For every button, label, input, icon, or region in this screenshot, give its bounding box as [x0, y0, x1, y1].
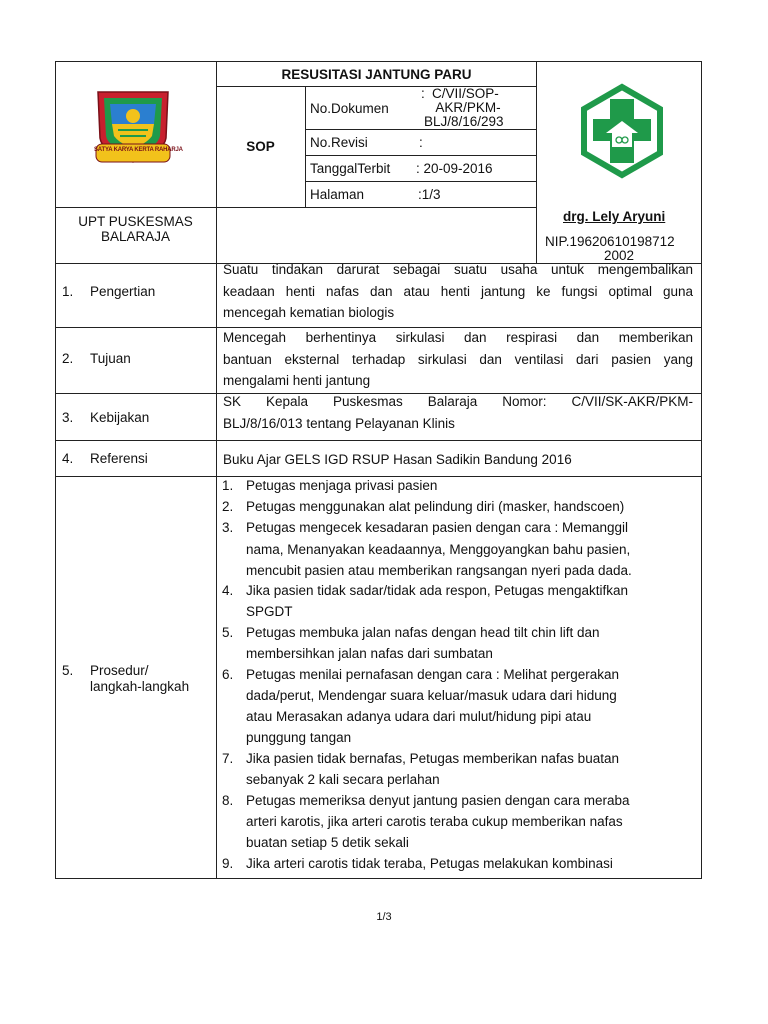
section-3-number: 3.: [62, 410, 74, 425]
section-3-line: BLJ/8/16/013 tentang Pelayanan Klinis: [223, 415, 455, 431]
section-1-number: 1.: [62, 284, 74, 299]
dokumen-value-2: AKR/PKM-: [435, 100, 501, 115]
tanggal-value: : 20-09-2016: [416, 161, 493, 176]
signer-name: drg. Lely Aryuni: [563, 209, 666, 224]
page-number: 1/3: [376, 911, 392, 923]
section-2-line: Mencegah berhentinya sirkulasi dan respirasi dan memberikan: [223, 330, 693, 345]
section-2-text: [223, 327, 693, 392]
section-4-text: [223, 449, 693, 471]
regency-logo: [90, 86, 183, 176]
revisi-label: No.Revisi: [310, 135, 368, 150]
org-name-line2: BALARAJA: [100, 229, 171, 244]
tanggal-label: TanggalTerbit: [310, 161, 391, 176]
section-1-label: Pengertian: [90, 284, 156, 299]
sop-label: SOP: [246, 139, 275, 154]
procedure-list: 1. Petugas menjaga privasi pasien 2. Petugas menggunakan alat pelindung diri (masker, handscoen) 3. Petugas mengecek kesadaran pasien dengan cara : Memanggil nama, Menanyakan keadaannya, Menggoyangkan bahu pasien, mencubit pasien atau memberikan rangsangan nyeri pada dada. 4. Jika pasien tidak sadar/tidak ada respon, Petugas mengaktifkan SPGDT 5. Petugas membuka jalan nafas dengan head tilt chin lift dan membersihkan jalan nafas dari sumbatan 6. Petugas menilai pernafasan dengan cara : Melihat pergerakan dada/perut, Mendengar suara keluar/masuk udara dari hidung atau Merasakan adanya udara dari mulut/hidung pipi atau punggung tangan 7. Jika pasien tidak bernafas, Petugas memberikan nafas buatan sebanyak 2 kali secara perlahan 8. Petugas memeriksa denyut jantung pasien dengan cara meraba arteri karotis, jika arteri carotis teraba cukup memberikan nafas buatan setiap 5 detik sekali 9. Jika arteri carotis tidak teraba, Petugas melakukan kombinasi: [222, 478, 632, 871]
section-5-number: 5.: [62, 663, 74, 678]
section-2-line: mengalami henti jantung: [223, 373, 371, 388]
halaman-value: :1/3: [418, 187, 441, 202]
dokumen-value-1: C/VII/SOP-: [432, 86, 499, 101]
dokumen-colon: :: [421, 86, 425, 101]
section-5-label-line1: Prosedur/: [90, 663, 149, 678]
signer-nip-line2: 2002: [603, 248, 635, 263]
dokumen-label: No.Dokumen: [310, 101, 389, 116]
section-2-number: 2.: [62, 351, 74, 366]
section-1-text: [223, 259, 693, 324]
halaman-label: Halaman: [310, 187, 365, 202]
section-1-line: Suatu tindakan darurat sebagai suatu usaha untuk mengembalikan: [223, 262, 693, 277]
section-2-label: Tujuan: [90, 351, 131, 366]
revisi-value: :: [419, 135, 423, 150]
section-5-label-line2: langkah-langkah: [90, 679, 190, 694]
section-3-line: SK Kepala Puskesmas Balaraja Nomor: C/VII/SK-AKR/PKM-: [223, 394, 693, 409]
puskesmas-logo: [580, 83, 664, 179]
section-3-label: Kebijakan: [90, 410, 150, 425]
section-1-line: keadaan henti nafas dan atau henti jantung ke fungsi optimal guna: [223, 283, 693, 299]
document-title: RESUSITASI JANTUNG PARU: [281, 67, 472, 82]
section-4-label: Referensi: [90, 451, 148, 466]
section-1-line: mencegah kematian biologis: [223, 305, 395, 320]
section-4-number: 4.: [62, 451, 74, 466]
regency-emblem-icon: [90, 86, 183, 176]
section-3-text: [223, 391, 693, 434]
dokumen-value-3: BLJ/8/16/293: [424, 114, 504, 129]
puskesmas-cross-icon: [580, 83, 664, 179]
regency-motto: SATYA KARYA KERTA RAHARJA: [94, 147, 183, 153]
signer-nip-line1: NIP.19620610198712: [545, 234, 675, 249]
section-4-line: Buku Ajar GELS IGD RSUP Hasan Sadikin Bandung 2016: [223, 452, 572, 467]
section-2-line: bantuan eksternal terhadap sirkulasi dan ventilasi dari pasien yang: [223, 351, 693, 367]
org-name-line1: UPT PUSKESMAS: [78, 214, 193, 229]
